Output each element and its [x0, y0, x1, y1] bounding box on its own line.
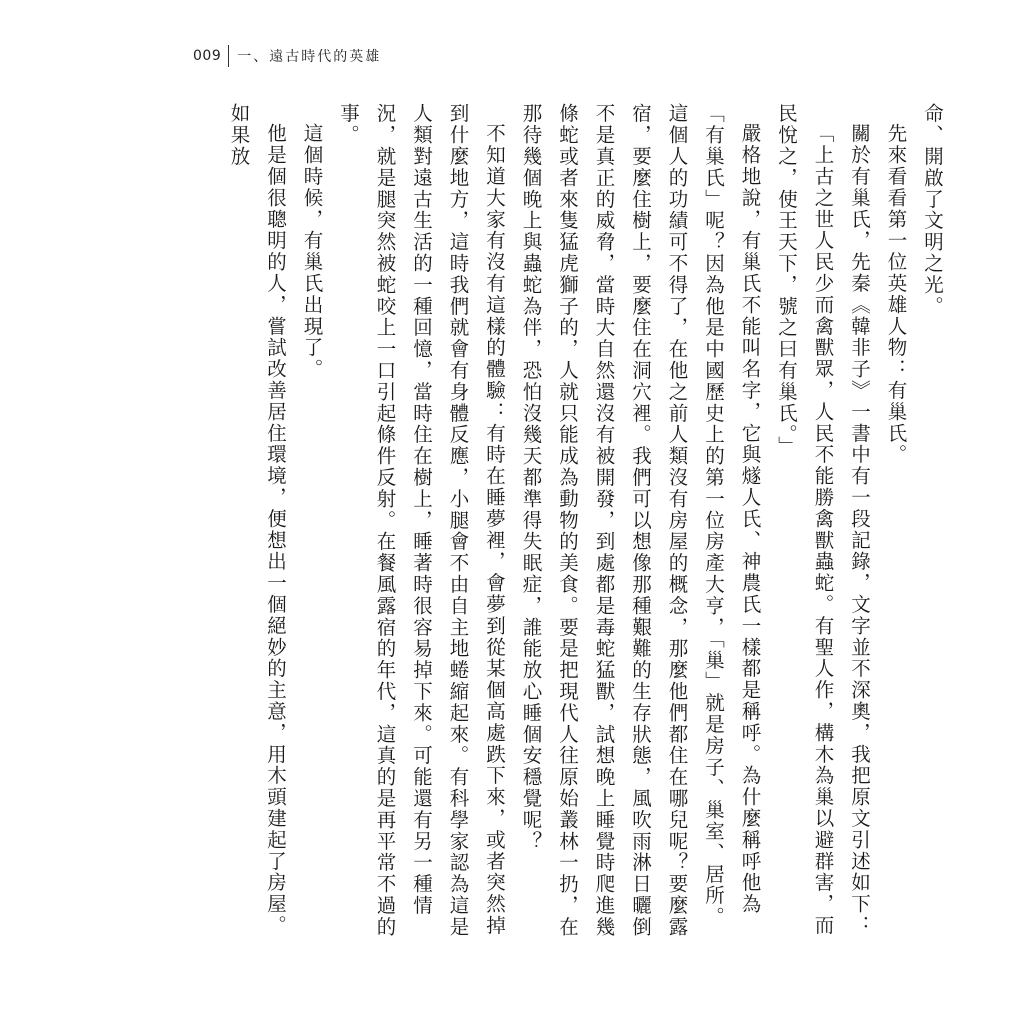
running-head: [193, 44, 381, 68]
paragraph: 嚴格地說，有巢氏不能叫名字，它與燧人氏、神農氏一樣都是稱呼。為什麼稱呼他為「有巢氏」呢？因為他是中國歷史上的第一位房產大亨，「巢」就是房子、巢室、居所。這個人的功績可不得了，在他之前人類沒有房屋的概念，那麼他們都住在哪兒呢？要麼露宿，要麼住樹上，要麼住在洞穴裡。我們可以想像那種艱難的生存狀態，風吹雨淋日曬倒不是真正的威脅，當時大自然還沒有被開發，到處都是毒蛇猛獸，試想晚上睡覺時爬進幾條蛇或者來隻猛虎獅子的，人就只能成為動物的美食。要是把現代人往原始叢林一扔，在那待幾個晚上與蟲蛇為伴，恐怕沒幾天都準得失眠症，誰能放心睡個安穩覺呢？: [519, 103, 762, 938]
paragraph: 不知道大家有沒有這樣的體驗：有時在睡夢裡，會夢到從某個高處跌下來，或者突然掉到什麼地方，這時我們就會有身體反應，小腿會不由自主地蜷縮起來。有科學家認為這是人類對遠古生活的一種回憶，當時住在樹上，睡著時很容易掉下來。可能還有另一種情況，就是腿突然被蛇咬上一口引起條件反射。在餐風露宿的年代，這真的是再平常不過的事。: [337, 103, 506, 938]
paragraph: 先來看看第一位英雄人物：有巢氏。: [884, 122, 908, 465]
quotation: 「上古之世人民少而禽獸眾，人民不能勝禽獸蟲蛇。有聖人作，構木為巢以避群害，而民悅之，使王天下，號之曰有巢氏。」: [775, 103, 835, 936]
paragraph-continuation: 命、開啟了文明之光。: [921, 103, 944, 317]
paragraph: 這個時候，有巢氏出現了。: [300, 122, 324, 380]
header-divider: [228, 45, 229, 67]
body-text: [220, 103, 950, 948]
paragraph: 關於有巢氏，先秦《韓非子》一書中有一段記錄，文字並不深奧，我把原文引述如下：: [848, 122, 871, 936]
page-number: 009: [193, 48, 222, 64]
chapter-title: 一、遠古時代的英雄: [237, 49, 382, 65]
paragraph: 他是個很聰明的人，嘗試改善居住環境，便想出一個絕妙的主意，用木頭建起了房屋。如果放: [227, 103, 287, 936]
